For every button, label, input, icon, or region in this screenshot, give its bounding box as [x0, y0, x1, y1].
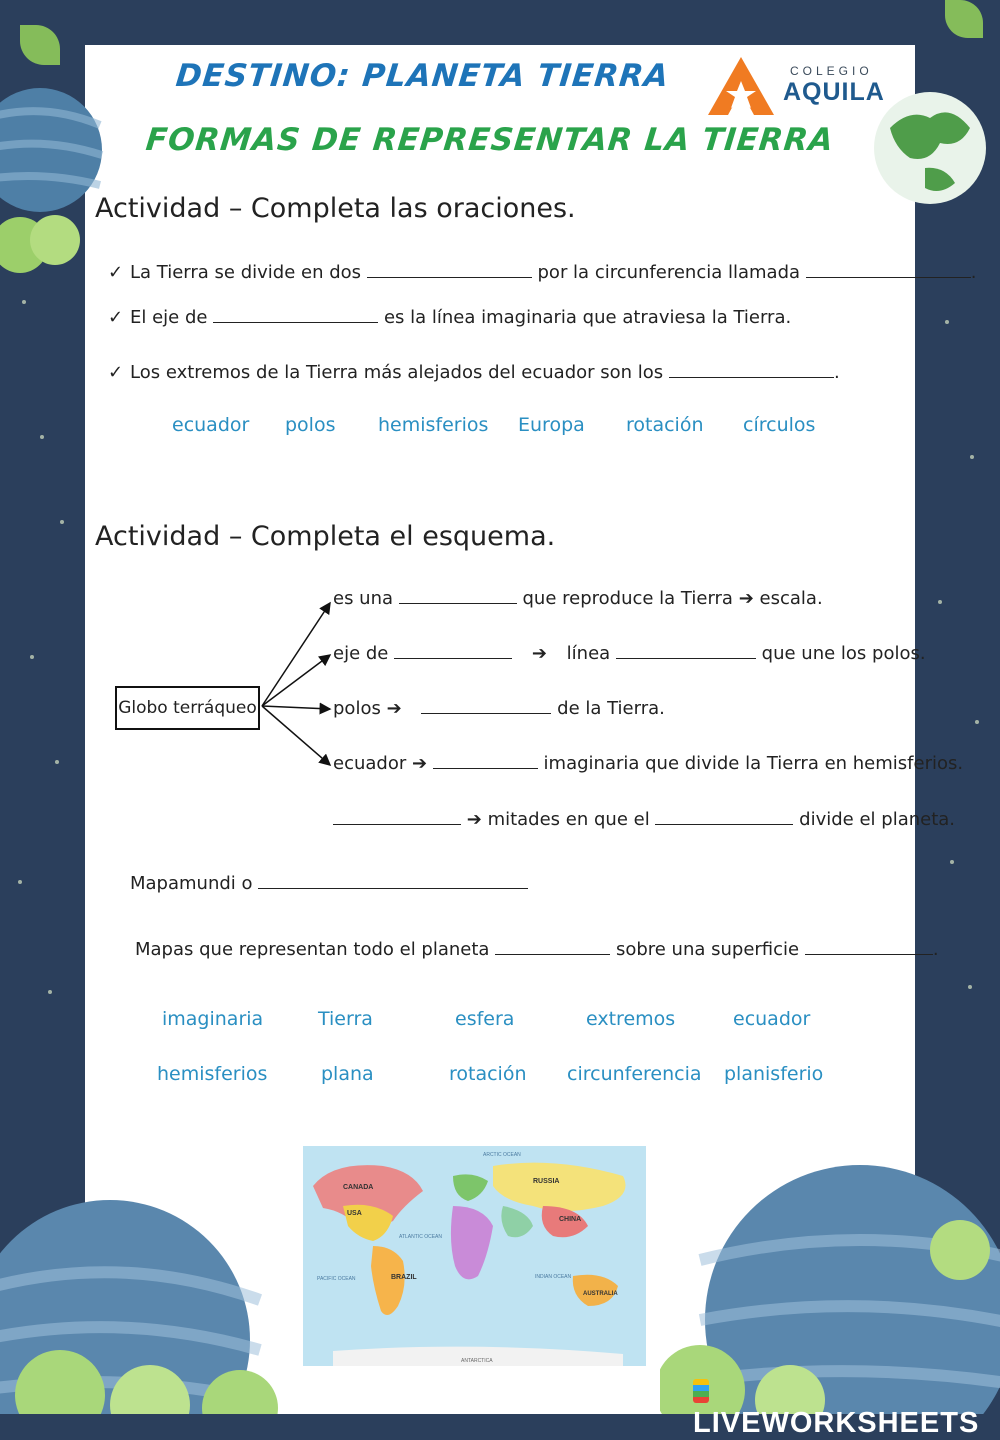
map-label: CHINA — [559, 1216, 582, 1223]
scheme-line-2: eje de ➔ línea que une los polos. — [333, 643, 926, 664]
answer-blank[interactable] — [495, 940, 610, 955]
word-bank-item[interactable]: ecuador — [172, 414, 250, 436]
word-bank-item[interactable]: ecuador — [733, 1008, 811, 1030]
answer-blank[interactable] — [421, 699, 551, 714]
sentence-2: ✓ El eje de es la línea imaginaria que atraviesa la Tierra. — [108, 307, 792, 328]
answer-blank[interactable] — [213, 308, 378, 323]
arrow-right-icon: ➔ — [411, 753, 428, 774]
answer-blank[interactable] — [399, 589, 517, 604]
word-bank-item[interactable]: rotación — [626, 414, 704, 436]
star-dot — [18, 880, 22, 884]
scheme-line-1: es una que reproduce la Tierra ➔ escala. — [333, 588, 823, 609]
world-map-illustration — [303, 1146, 646, 1366]
page-subtitle: FORMAS DE REPRESENTAR LA TIERRA — [144, 122, 836, 158]
star-dot — [60, 520, 64, 524]
word-bank-item[interactable]: circunferencia — [567, 1063, 702, 1085]
answer-blank[interactable] — [669, 363, 834, 378]
mapas-line: Mapas que representan todo el planeta sobre una superficie . — [135, 939, 939, 960]
globe-concept-box: Globo terráqueo — [115, 686, 260, 730]
liveworksheets-brand: LIVEWORKSHEETS — [693, 1374, 1000, 1440]
sentence-3: ✓ Los extremos de la Tierra más alejados del ecuador son los . — [108, 362, 840, 383]
star-dot — [30, 655, 34, 659]
earth-globe-icon — [870, 88, 990, 208]
arrow-right-icon: ➔ — [386, 698, 402, 719]
word-bank-item[interactable]: Tierra — [318, 1008, 373, 1030]
check-icon: ✓ — [108, 307, 124, 328]
bush-decoration — [0, 205, 90, 275]
world-map-image — [303, 1146, 646, 1366]
answer-blank[interactable] — [258, 874, 528, 889]
word-bank-item[interactable]: planisferio — [724, 1063, 824, 1085]
star-dot — [970, 455, 974, 459]
star-dot — [40, 435, 44, 439]
map-label: ANTARCTICA — [461, 1358, 493, 1364]
map-label: AUSTRALIA — [583, 1291, 618, 1297]
aquila-logo-icon — [706, 55, 776, 117]
answer-blank[interactable] — [433, 754, 538, 769]
map-label: INDIAN OCEAN — [535, 1274, 572, 1280]
answer-blank[interactable] — [367, 263, 532, 278]
word-bank-item[interactable]: rotación — [449, 1063, 527, 1085]
star-dot — [968, 985, 972, 989]
planet-decoration — [0, 1180, 330, 1414]
word-bank-item[interactable]: esfera — [455, 1008, 515, 1030]
sentence-1: ✓ La Tierra se divide en dos por la circunferencia llamada . — [108, 262, 977, 283]
answer-blank[interactable] — [655, 810, 793, 825]
map-label: CANADA — [343, 1184, 374, 1191]
word-bank-item[interactable]: hemisferios — [378, 414, 489, 436]
logo-small-text: COLEGIO — [790, 64, 873, 78]
arrow-right-icon: ➔ — [531, 643, 547, 664]
map-label: ATLANTIC OCEAN — [399, 1234, 442, 1240]
scheme-line-3: polos ➔ de la Tierra. — [333, 698, 665, 719]
mapamundi-line: Mapamundi o — [130, 873, 528, 894]
map-label: ARCTIC OCEAN — [483, 1152, 521, 1158]
star-dot — [950, 860, 954, 864]
arrow-right-icon: ➔ — [466, 809, 482, 830]
star-dot — [22, 300, 26, 304]
word-bank-item[interactable]: Europa — [518, 414, 585, 436]
word-bank-item[interactable]: plana — [321, 1063, 374, 1085]
star-dot — [945, 320, 949, 324]
check-icon: ✓ — [108, 262, 124, 283]
map-label: USA — [347, 1210, 362, 1217]
activity2-heading: Actividad – Completa el esquema. — [95, 521, 556, 552]
map-label: PACIFIC OCEAN — [317, 1276, 356, 1282]
answer-blank[interactable] — [806, 263, 971, 278]
check-icon: ✓ — [108, 362, 124, 383]
arrow-right-icon: ➔ — [738, 588, 754, 609]
logo-big-text: AQUILA — [783, 78, 885, 106]
scheme-line-4: ecuador ➔ imaginaria que divide la Tierra en hemisferios. — [333, 753, 964, 774]
word-bank-item[interactable]: imaginaria — [162, 1008, 264, 1030]
map-label: BRAZIL — [391, 1274, 417, 1281]
star-dot — [975, 720, 979, 724]
word-bank-item[interactable]: círculos — [743, 414, 816, 436]
star-dot — [55, 760, 59, 764]
answer-blank[interactable] — [394, 644, 512, 659]
word-bank-item[interactable]: hemisferios — [157, 1063, 268, 1085]
star-dot — [938, 600, 942, 604]
answer-blank[interactable] — [616, 644, 756, 659]
leaf-decoration — [20, 25, 60, 65]
page-title: DESTINO: PLANETA TIERRA — [174, 58, 672, 94]
diagram-arrows — [260, 585, 340, 775]
answer-blank[interactable] — [805, 940, 933, 955]
word-bank-item[interactable]: polos — [285, 414, 336, 436]
activity1-heading: Actividad – Completa las oraciones. — [95, 193, 576, 224]
leaf-decoration — [945, 0, 983, 38]
map-label: RUSSIA — [533, 1178, 560, 1185]
star-dot — [48, 990, 52, 994]
liveworksheets-logo-icon — [693, 1379, 709, 1403]
word-bank-item[interactable]: extremos — [586, 1008, 676, 1030]
answer-blank[interactable] — [333, 810, 461, 825]
scheme-line-5: ➔ mitades en que el divide el planeta. — [333, 809, 955, 830]
